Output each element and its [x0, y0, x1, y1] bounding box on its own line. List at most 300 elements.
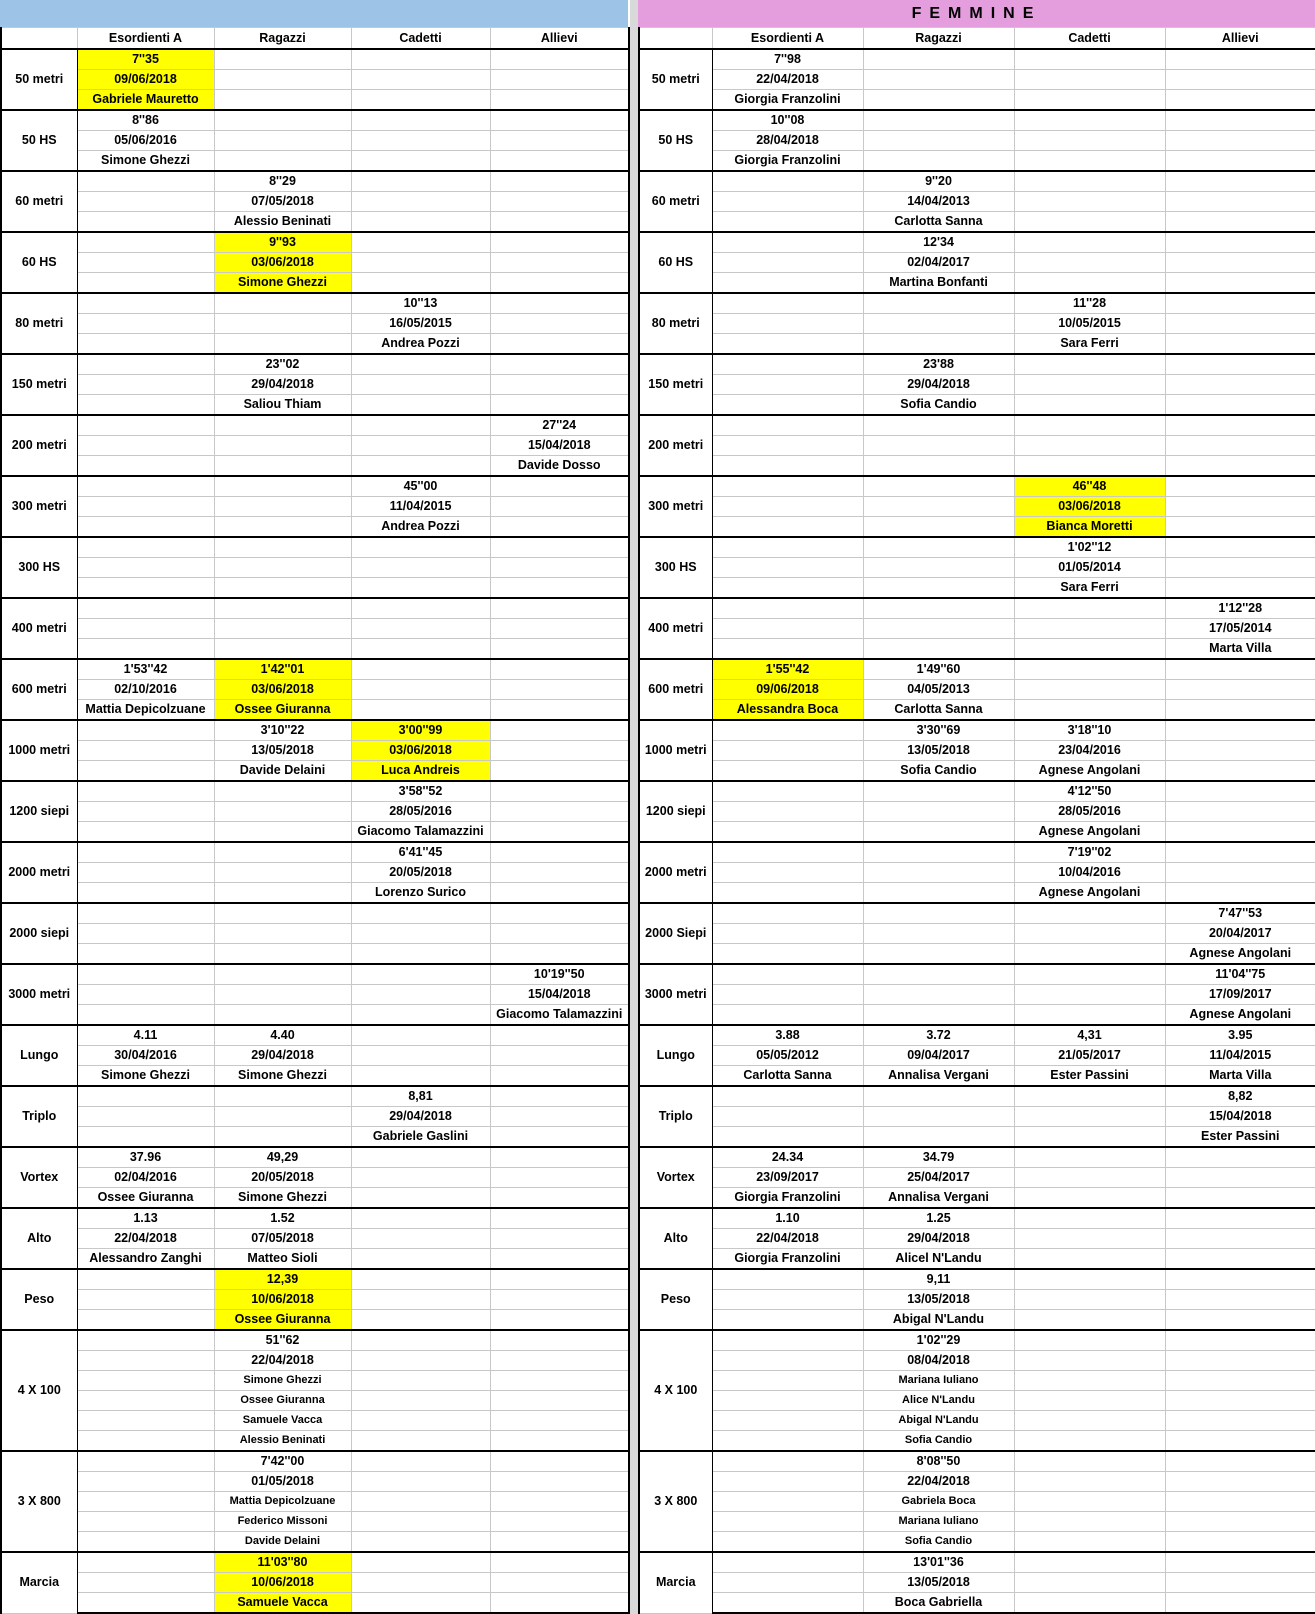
maschi-record-cell[interactable]: [214, 802, 351, 822]
femmine-record-cell[interactable]: [1165, 1431, 1315, 1452]
femmine-record-cell[interactable]: 8,82: [1165, 1086, 1315, 1107]
femmine-record-cell[interactable]: [1165, 720, 1315, 741]
femmine-record-cell[interactable]: 25/04/2017: [863, 1168, 1014, 1188]
maschi-record-cell[interactable]: 03/06/2018: [214, 680, 351, 700]
maschi-record-cell[interactable]: [77, 1552, 214, 1573]
maschi-record-cell[interactable]: 45''00: [351, 476, 490, 497]
maschi-event-label[interactable]: 150 metri: [1, 354, 77, 415]
maschi-record-cell[interactable]: [77, 415, 214, 436]
maschi-record-cell[interactable]: [351, 903, 490, 924]
maschi-record-cell[interactable]: [77, 1290, 214, 1310]
femmine-record-cell[interactable]: [712, 1330, 863, 1351]
femmine-record-cell[interactable]: [1014, 598, 1165, 619]
maschi-record-cell[interactable]: [77, 1472, 214, 1492]
maschi-record-cell[interactable]: [214, 944, 351, 965]
maschi-record-cell[interactable]: 03/06/2018: [214, 253, 351, 273]
maschi-record-cell[interactable]: 9''93: [214, 232, 351, 253]
femmine-record-cell[interactable]: Bianca Moretti: [1014, 517, 1165, 538]
maschi-record-cell[interactable]: Davide Dosso: [490, 456, 629, 477]
maschi-record-cell[interactable]: [490, 944, 629, 965]
femmine-record-cell[interactable]: [1014, 415, 1165, 436]
femmine-record-cell[interactable]: [1014, 1107, 1165, 1127]
maschi-record-cell[interactable]: [490, 131, 629, 151]
maschi-record-cell[interactable]: Davide Delaini: [214, 1532, 351, 1553]
maschi-record-cell[interactable]: [351, 985, 490, 1005]
maschi-event-label[interactable]: 200 metri: [1, 415, 77, 476]
maschi-record-cell[interactable]: 1.13: [77, 1208, 214, 1229]
femmine-record-cell[interactable]: [863, 131, 1014, 151]
maschi-record-cell[interactable]: [490, 639, 629, 660]
maschi-record-cell[interactable]: [214, 517, 351, 538]
femmine-event-label[interactable]: Triplo: [639, 1086, 712, 1147]
femmine-record-cell[interactable]: [863, 476, 1014, 497]
femmine-record-cell[interactable]: [712, 1107, 863, 1127]
femmine-record-cell[interactable]: 3.95: [1165, 1025, 1315, 1046]
maschi-record-cell[interactable]: [77, 964, 214, 985]
femmine-record-cell[interactable]: [863, 151, 1014, 172]
femmine-record-cell[interactable]: [1014, 436, 1165, 456]
femmine-record-cell[interactable]: [1014, 1512, 1165, 1532]
femmine-record-cell[interactable]: [863, 985, 1014, 1005]
maschi-record-cell[interactable]: [490, 1330, 629, 1351]
femmine-record-cell[interactable]: [1014, 1269, 1165, 1290]
femmine-record-cell[interactable]: [712, 1573, 863, 1593]
maschi-record-cell[interactable]: [214, 842, 351, 863]
femmine-record-cell[interactable]: [1014, 456, 1165, 477]
femmine-record-cell[interactable]: [1165, 863, 1315, 883]
femmine-record-cell[interactable]: 8'08''50: [863, 1451, 1014, 1472]
femmine-record-cell[interactable]: [1165, 1147, 1315, 1168]
femmine-record-cell[interactable]: 10/04/2016: [1014, 863, 1165, 883]
maschi-record-cell[interactable]: 6'41''45: [351, 842, 490, 863]
maschi-record-cell[interactable]: [351, 49, 490, 70]
femmine-record-cell[interactable]: [1165, 1552, 1315, 1573]
maschi-record-cell[interactable]: [490, 1391, 629, 1411]
maschi-record-cell[interactable]: [351, 1005, 490, 1026]
maschi-record-cell[interactable]: [490, 1127, 629, 1148]
femmine-record-cell[interactable]: 11''28: [1014, 293, 1165, 314]
maschi-record-cell[interactable]: 11/04/2015: [351, 497, 490, 517]
femmine-event-label[interactable]: 50 metri: [639, 49, 712, 110]
femmine-record-cell[interactable]: [1014, 1391, 1165, 1411]
maschi-record-cell[interactable]: [351, 90, 490, 111]
femmine-record-cell[interactable]: 3'30''69: [863, 720, 1014, 741]
maschi-record-cell[interactable]: [214, 883, 351, 904]
maschi-event-label[interactable]: 400 metri: [1, 598, 77, 659]
maschi-record-cell[interactable]: [77, 1391, 214, 1411]
femmine-record-cell[interactable]: [863, 70, 1014, 90]
maschi-record-cell[interactable]: Samuele Vacca: [214, 1593, 351, 1614]
maschi-record-cell[interactable]: [214, 415, 351, 436]
femmine-record-cell[interactable]: [1014, 110, 1165, 131]
femmine-record-cell[interactable]: Carlotta Sanna: [863, 212, 1014, 233]
femmine-record-cell[interactable]: [1165, 1532, 1315, 1553]
maschi-record-cell[interactable]: [351, 598, 490, 619]
maschi-record-cell[interactable]: Ossee Giuranna: [77, 1188, 214, 1209]
femmine-record-cell[interactable]: [1014, 1005, 1165, 1026]
femmine-record-cell[interactable]: [712, 1086, 863, 1107]
maschi-record-cell[interactable]: [490, 49, 629, 70]
maschi-record-cell[interactable]: [351, 1290, 490, 1310]
maschi-event-label[interactable]: Triplo: [1, 1086, 77, 1147]
maschi-record-cell[interactable]: [490, 476, 629, 497]
maschi-record-cell[interactable]: [351, 680, 490, 700]
maschi-record-cell[interactable]: [351, 395, 490, 416]
maschi-record-cell[interactable]: [77, 802, 214, 822]
femmine-record-cell[interactable]: [712, 741, 863, 761]
maschi-record-cell[interactable]: [490, 903, 629, 924]
femmine-record-cell[interactable]: Annalisa Vergani: [863, 1066, 1014, 1087]
maschi-record-cell[interactable]: [351, 578, 490, 599]
femmine-record-cell[interactable]: Giorgia Franzolini: [712, 151, 863, 172]
maschi-record-cell[interactable]: [490, 1552, 629, 1573]
femmine-record-cell[interactable]: 1'02''12: [1014, 537, 1165, 558]
maschi-record-cell[interactable]: 16/05/2015: [351, 314, 490, 334]
femmine-record-cell[interactable]: [712, 171, 863, 192]
maschi-record-cell[interactable]: [490, 1107, 629, 1127]
femmine-record-cell[interactable]: [1014, 1147, 1165, 1168]
maschi-record-cell[interactable]: [351, 1573, 490, 1593]
maschi-record-cell[interactable]: 51''62: [214, 1330, 351, 1351]
femmine-record-cell[interactable]: [712, 964, 863, 985]
maschi-record-cell[interactable]: [351, 1492, 490, 1512]
femmine-record-cell[interactable]: [863, 781, 1014, 802]
maschi-record-cell[interactable]: Ossee Giuranna: [214, 1391, 351, 1411]
maschi-record-cell[interactable]: Gabriele Mauretto: [77, 90, 214, 111]
femmine-record-cell[interactable]: 3.88: [712, 1025, 863, 1046]
femmine-record-cell[interactable]: [1014, 1351, 1165, 1371]
femmine-record-cell[interactable]: [1165, 1310, 1315, 1331]
maschi-column-header[interactable]: Cadetti: [351, 28, 490, 50]
maschi-record-cell[interactable]: [351, 456, 490, 477]
maschi-record-cell[interactable]: [214, 334, 351, 355]
femmine-record-cell[interactable]: [1165, 415, 1315, 436]
femmine-record-cell[interactable]: 08/04/2018: [863, 1351, 1014, 1371]
femmine-record-cell[interactable]: [712, 395, 863, 416]
femmine-record-cell[interactable]: [712, 578, 863, 599]
femmine-event-label[interactable]: 2000 metri: [639, 842, 712, 903]
femmine-record-cell[interactable]: Sara Ferri: [1014, 334, 1165, 355]
maschi-record-cell[interactable]: [490, 1411, 629, 1431]
maschi-record-cell[interactable]: 27''24: [490, 415, 629, 436]
maschi-record-cell[interactable]: [351, 639, 490, 660]
maschi-record-cell[interactable]: [351, 415, 490, 436]
femmine-record-cell[interactable]: [1014, 354, 1165, 375]
femmine-record-cell[interactable]: [1014, 619, 1165, 639]
maschi-record-cell[interactable]: Simone Ghezzi: [77, 151, 214, 172]
femmine-record-cell[interactable]: [712, 232, 863, 253]
maschi-record-cell[interactable]: [351, 1168, 490, 1188]
maschi-event-label[interactable]: 3 X 800: [1, 1451, 77, 1552]
maschi-record-cell[interactable]: [77, 1086, 214, 1107]
maschi-record-cell[interactable]: [351, 375, 490, 395]
femmine-record-cell[interactable]: [1014, 1086, 1165, 1107]
femmine-record-cell[interactable]: Sofia Candio: [863, 395, 1014, 416]
maschi-record-cell[interactable]: [490, 314, 629, 334]
maschi-record-cell[interactable]: [77, 1351, 214, 1371]
maschi-record-cell[interactable]: [351, 1532, 490, 1553]
maschi-record-cell[interactable]: [490, 537, 629, 558]
maschi-record-cell[interactable]: [214, 151, 351, 172]
maschi-record-cell[interactable]: [77, 842, 214, 863]
femmine-record-cell[interactable]: 9,11: [863, 1269, 1014, 1290]
maschi-record-cell[interactable]: [77, 395, 214, 416]
femmine-record-cell[interactable]: 09/06/2018: [712, 680, 863, 700]
maschi-record-cell[interactable]: [77, 476, 214, 497]
femmine-record-cell[interactable]: [863, 314, 1014, 334]
femmine-record-cell[interactable]: [1014, 1593, 1165, 1614]
maschi-event-label[interactable]: 300 HS: [1, 537, 77, 598]
femmine-record-cell[interactable]: 34.79: [863, 1147, 1014, 1168]
femmine-record-cell[interactable]: 10''08: [712, 110, 863, 131]
femmine-event-label[interactable]: 600 metri: [639, 659, 712, 720]
femmine-record-cell[interactable]: 15/04/2018: [1165, 1107, 1315, 1127]
maschi-record-cell[interactable]: [77, 293, 214, 314]
maschi-record-cell[interactable]: 30/04/2016: [77, 1046, 214, 1066]
femmine-record-cell[interactable]: 29/04/2018: [863, 375, 1014, 395]
maschi-record-cell[interactable]: 1'53''42: [77, 659, 214, 680]
femmine-record-cell[interactable]: Annalisa Vergani: [863, 1188, 1014, 1209]
femmine-record-cell[interactable]: [1165, 822, 1315, 843]
maschi-record-cell[interactable]: 02/10/2016: [77, 680, 214, 700]
maschi-record-cell[interactable]: Simone Ghezzi: [214, 273, 351, 294]
maschi-record-cell[interactable]: 01/05/2018: [214, 1472, 351, 1492]
maschi-record-cell[interactable]: [214, 1107, 351, 1127]
maschi-record-cell[interactable]: [351, 1066, 490, 1087]
maschi-record-cell[interactable]: [490, 924, 629, 944]
maschi-event-label[interactable]: Lungo: [1, 1025, 77, 1086]
maschi-record-cell[interactable]: [490, 375, 629, 395]
maschi-record-cell[interactable]: [490, 1431, 629, 1452]
femmine-record-cell[interactable]: [1165, 395, 1315, 416]
femmine-record-cell[interactable]: [863, 415, 1014, 436]
maschi-record-cell[interactable]: [351, 354, 490, 375]
femmine-record-cell[interactable]: 03/06/2018: [1014, 497, 1165, 517]
femmine-record-cell[interactable]: [1014, 131, 1165, 151]
maschi-record-cell[interactable]: [351, 1269, 490, 1290]
femmine-record-cell[interactable]: [1014, 639, 1165, 660]
femmine-record-cell[interactable]: [1014, 1552, 1165, 1573]
femmine-event-label[interactable]: Lungo: [639, 1025, 712, 1086]
femmine-record-cell[interactable]: Marta Villa: [1165, 639, 1315, 660]
maschi-column-header[interactable]: Ragazzi: [214, 28, 351, 50]
maschi-record-cell[interactable]: Ossee Giuranna: [214, 1310, 351, 1331]
femmine-record-cell[interactable]: Sara Ferri: [1014, 578, 1165, 599]
maschi-record-cell[interactable]: Giacomo Talamazzini: [351, 822, 490, 843]
maschi-record-cell[interactable]: [490, 659, 629, 680]
femmine-record-cell[interactable]: [712, 354, 863, 375]
maschi-record-cell[interactable]: [490, 192, 629, 212]
maschi-record-cell[interactable]: [490, 1512, 629, 1532]
femmine-record-cell[interactable]: [1165, 578, 1315, 599]
maschi-corner-cell[interactable]: [1, 28, 77, 50]
femmine-record-cell[interactable]: 17/09/2017: [1165, 985, 1315, 1005]
femmine-record-cell[interactable]: 11/04/2015: [1165, 1046, 1315, 1066]
maschi-record-cell[interactable]: 10''13: [351, 293, 490, 314]
maschi-record-cell[interactable]: [77, 863, 214, 883]
maschi-record-cell[interactable]: [490, 110, 629, 131]
maschi-record-cell[interactable]: [77, 761, 214, 782]
femmine-record-cell[interactable]: [712, 497, 863, 517]
maschi-record-cell[interactable]: [351, 1188, 490, 1209]
maschi-record-cell[interactable]: [77, 985, 214, 1005]
maschi-record-cell[interactable]: [351, 1025, 490, 1046]
femmine-record-cell[interactable]: [1165, 273, 1315, 294]
femmine-record-cell[interactable]: [1014, 985, 1165, 1005]
maschi-record-cell[interactable]: 1.52: [214, 1208, 351, 1229]
maschi-record-cell[interactable]: 29/04/2018: [351, 1107, 490, 1127]
femmine-event-label[interactable]: 50 HS: [639, 110, 712, 171]
femmine-record-cell[interactable]: [1014, 1573, 1165, 1593]
maschi-record-cell[interactable]: 3'58''52: [351, 781, 490, 802]
femmine-record-cell[interactable]: [712, 985, 863, 1005]
femmine-record-cell[interactable]: Martina Bonfanti: [863, 273, 1014, 294]
femmine-record-cell[interactable]: 11'04''75: [1165, 964, 1315, 985]
maschi-record-cell[interactable]: [77, 598, 214, 619]
maschi-record-cell[interactable]: 29/04/2018: [214, 1046, 351, 1066]
femmine-record-cell[interactable]: [863, 802, 1014, 822]
maschi-event-label[interactable]: 2000 siepi: [1, 903, 77, 964]
femmine-record-cell[interactable]: [1014, 70, 1165, 90]
femmine-event-label[interactable]: 60 HS: [639, 232, 712, 293]
maschi-record-cell[interactable]: 7'42''00: [214, 1451, 351, 1472]
femmine-record-cell[interactable]: 13/05/2018: [863, 741, 1014, 761]
femmine-record-cell[interactable]: [1165, 1290, 1315, 1310]
maschi-record-cell[interactable]: [490, 619, 629, 639]
femmine-record-cell[interactable]: [1165, 131, 1315, 151]
maschi-record-cell[interactable]: [490, 1573, 629, 1593]
femmine-record-cell[interactable]: [1014, 944, 1165, 965]
maschi-record-cell[interactable]: 20/05/2018: [214, 1168, 351, 1188]
maschi-event-label[interactable]: 60 metri: [1, 171, 77, 232]
maschi-record-cell[interactable]: 12,39: [214, 1269, 351, 1290]
femmine-record-cell[interactable]: [863, 558, 1014, 578]
maschi-record-cell[interactable]: 10/06/2018: [214, 1290, 351, 1310]
maschi-record-cell[interactable]: [214, 619, 351, 639]
femmine-record-cell[interactable]: Agnese Angolani: [1165, 1005, 1315, 1026]
femmine-record-cell[interactable]: [712, 1593, 863, 1614]
femmine-record-cell[interactable]: [1165, 436, 1315, 456]
maschi-record-cell[interactable]: [490, 1593, 629, 1614]
femmine-record-cell[interactable]: [1165, 558, 1315, 578]
femmine-record-cell[interactable]: [712, 842, 863, 863]
femmine-record-cell[interactable]: [863, 842, 1014, 863]
maschi-record-cell[interactable]: [77, 1310, 214, 1331]
femmine-record-cell[interactable]: Sofia Candio: [863, 1532, 1014, 1553]
femmine-record-cell[interactable]: Mariana Iuliano: [863, 1371, 1014, 1391]
femmine-record-cell[interactable]: [863, 49, 1014, 70]
femmine-record-cell[interactable]: [863, 639, 1014, 660]
maschi-event-label[interactable]: 60 HS: [1, 232, 77, 293]
femmine-record-cell[interactable]: [863, 1127, 1014, 1148]
maschi-record-cell[interactable]: [214, 49, 351, 70]
maschi-record-cell[interactable]: [77, 1593, 214, 1614]
maschi-record-cell[interactable]: [490, 822, 629, 843]
maschi-event-label[interactable]: 3000 metri: [1, 964, 77, 1025]
maschi-record-cell[interactable]: [490, 1025, 629, 1046]
maschi-record-cell[interactable]: [214, 903, 351, 924]
femmine-column-header[interactable]: Esordienti A: [712, 28, 863, 50]
maschi-record-cell[interactable]: [77, 578, 214, 599]
femmine-record-cell[interactable]: [1014, 151, 1165, 172]
maschi-record-cell[interactable]: [351, 1431, 490, 1452]
maschi-record-cell[interactable]: [77, 1107, 214, 1127]
maschi-record-cell[interactable]: [214, 1005, 351, 1026]
femmine-record-cell[interactable]: 3'18''10: [1014, 720, 1165, 741]
femmine-record-cell[interactable]: [712, 598, 863, 619]
maschi-record-cell[interactable]: [351, 1512, 490, 1532]
femmine-record-cell[interactable]: [712, 415, 863, 436]
femmine-record-cell[interactable]: [1014, 1411, 1165, 1431]
maschi-record-cell[interactable]: [490, 232, 629, 253]
maschi-record-cell[interactable]: [351, 151, 490, 172]
maschi-record-cell[interactable]: 29/04/2018: [214, 375, 351, 395]
femmine-record-cell[interactable]: 1'49''60: [863, 659, 1014, 680]
maschi-record-cell[interactable]: [77, 619, 214, 639]
femmine-event-label[interactable]: 2000 Siepi: [639, 903, 712, 964]
femmine-record-cell[interactable]: [1014, 232, 1165, 253]
maschi-record-cell[interactable]: [490, 293, 629, 314]
femmine-record-cell[interactable]: [1165, 1451, 1315, 1472]
femmine-record-cell[interactable]: [712, 1451, 863, 1472]
femmine-record-cell[interactable]: [1165, 293, 1315, 314]
femmine-record-cell[interactable]: [1014, 212, 1165, 233]
femmine-record-cell[interactable]: 02/04/2017: [863, 253, 1014, 273]
maschi-record-cell[interactable]: [214, 476, 351, 497]
femmine-record-cell[interactable]: [712, 314, 863, 334]
maschi-record-cell[interactable]: [77, 314, 214, 334]
femmine-record-cell[interactable]: [1165, 1188, 1315, 1209]
femmine-record-cell[interactable]: [863, 578, 1014, 599]
maschi-record-cell[interactable]: [490, 1451, 629, 1472]
maschi-record-cell[interactable]: 22/04/2018: [214, 1351, 351, 1371]
femmine-record-cell[interactable]: [712, 883, 863, 904]
femmine-record-cell[interactable]: Mariana Iuliano: [863, 1512, 1014, 1532]
femmine-record-cell[interactable]: [863, 436, 1014, 456]
femmine-record-cell[interactable]: 7''98: [712, 49, 863, 70]
maschi-record-cell[interactable]: [351, 1310, 490, 1331]
maschi-record-cell[interactable]: [77, 720, 214, 741]
femmine-record-cell[interactable]: Giorgia Franzolini: [712, 1188, 863, 1209]
maschi-record-cell[interactable]: [351, 436, 490, 456]
femmine-record-cell[interactable]: [1014, 1168, 1165, 1188]
maschi-record-cell[interactable]: 49,29: [214, 1147, 351, 1168]
maschi-record-cell[interactable]: [214, 456, 351, 477]
femmine-record-cell[interactable]: 3.72: [863, 1025, 1014, 1046]
femmine-record-cell[interactable]: [1014, 171, 1165, 192]
femmine-record-cell[interactable]: [1165, 1249, 1315, 1270]
femmine-record-cell[interactable]: [712, 293, 863, 314]
femmine-record-cell[interactable]: [712, 619, 863, 639]
femmine-record-cell[interactable]: [863, 1086, 1014, 1107]
maschi-record-cell[interactable]: [490, 1492, 629, 1512]
femmine-record-cell[interactable]: [863, 903, 1014, 924]
maschi-record-cell[interactable]: [351, 944, 490, 965]
maschi-record-cell[interactable]: [490, 578, 629, 599]
femmine-record-cell[interactable]: 04/05/2013: [863, 680, 1014, 700]
femmine-record-cell[interactable]: [712, 1532, 863, 1553]
femmine-record-cell[interactable]: [1014, 395, 1165, 416]
femmine-event-label[interactable]: Alto: [639, 1208, 712, 1269]
femmine-record-cell[interactable]: Carlotta Sanna: [863, 700, 1014, 721]
maschi-record-cell[interactable]: [77, 781, 214, 802]
femmine-record-cell[interactable]: Ester Passini: [1014, 1066, 1165, 1087]
maschi-record-cell[interactable]: [490, 761, 629, 782]
femmine-record-cell[interactable]: [1165, 537, 1315, 558]
femmine-record-cell[interactable]: 13'01''36: [863, 1552, 1014, 1573]
maschi-record-cell[interactable]: [490, 1046, 629, 1066]
maschi-event-label[interactable]: Alto: [1, 1208, 77, 1269]
